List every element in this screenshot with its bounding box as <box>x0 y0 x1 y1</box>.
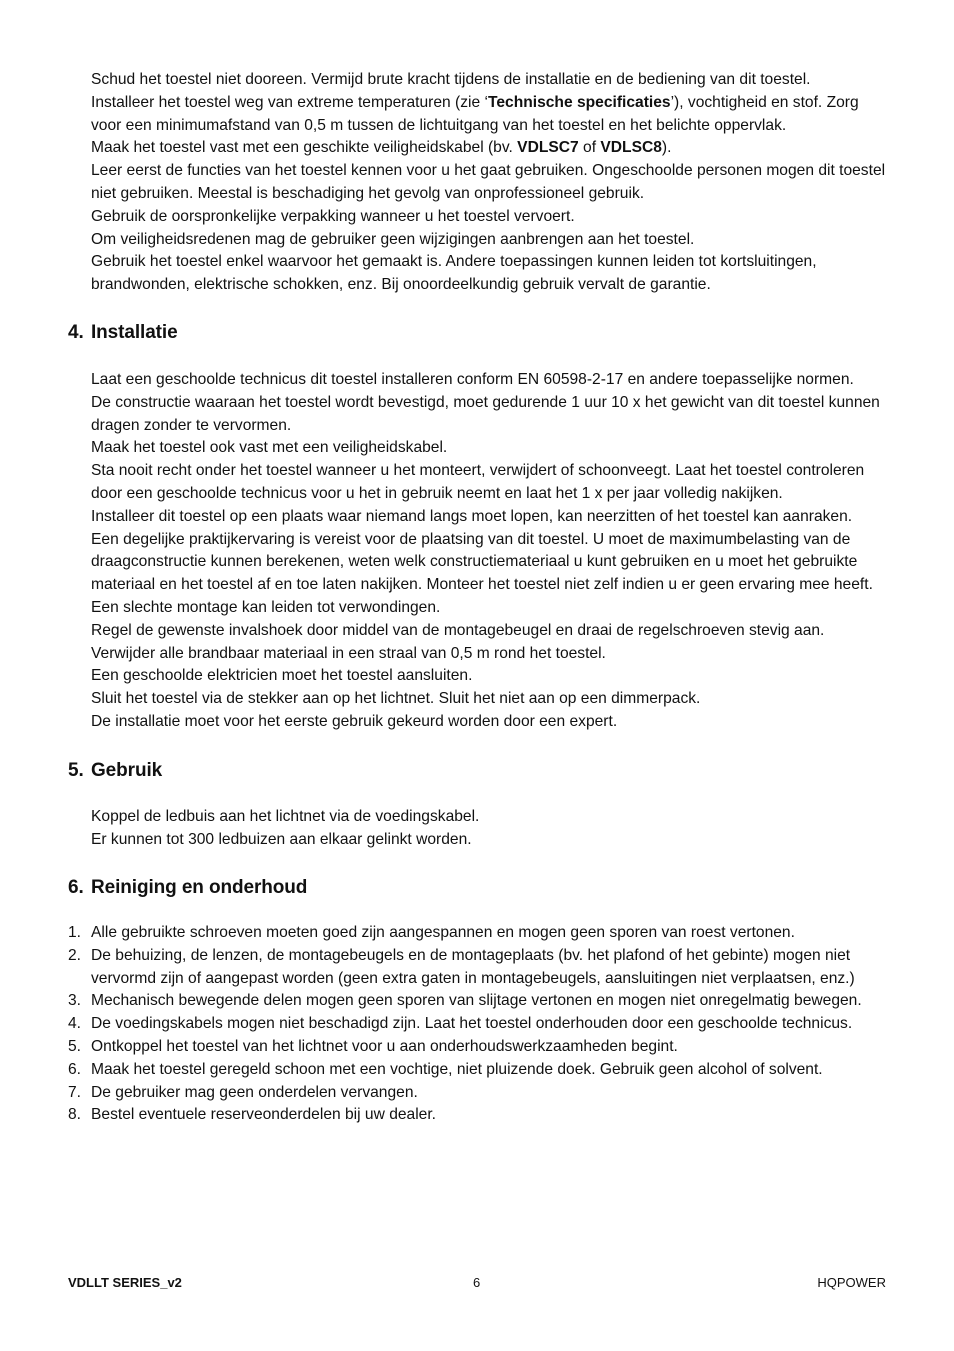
usage-paragraph: Koppel de ledbuis aan het lichtnet via de voedingskabel. <box>91 808 480 825</box>
section-number: 4. <box>68 322 84 343</box>
list-number: 4. <box>68 1015 82 1033</box>
text-run-bold: VDLSC7 <box>517 139 579 157</box>
text-run: Maak het toestel vast met een geschikte veiligheidskabel (bv. <box>91 139 518 157</box>
list-number: 1. <box>68 924 82 941</box>
footer-document-id: VDLLT SERIES_v2 <box>68 1275 182 1290</box>
list-text: De behuizing, de lenzen, de montagebeugels en de montageplaats (bv. het plafond of het gebinte) mogen niet vervormd zijn of aangepast worden (geen extra gaten in montagebeugels, aansluitingen niet verplaatsen, enz.) <box>91 946 855 987</box>
list-text: De gebruiker mag geen onderdelen vervangen. <box>91 1083 418 1101</box>
footer-page-number: 6 <box>473 1275 481 1290</box>
safety-paragraph: Leer eerst de functies van het toestel kennen voor u het gaat gebruiken. Ongeschoolde personen mogen dit toestel niet gebruiken. Meestal is beschadiging het gevolg van onprofessioneel gebruik. <box>91 162 886 202</box>
installation-paragraph: Een degelijke praktijkervaring is vereist voor de plaatsing van dit toestel. U moet de maximumbelasting van de draagconstructie kunnen berekenen, weten welk constructiemateriaal u kunt gebruiken en u moet het gebruikte materiaal en het toestel af en toe laten nakijken. Monteer het toestel niet zelf indien u er geen ervaring mee heeft. Een slechte montage kan leiden tot verwondingen. <box>91 530 873 616</box>
text-run: Installeer het toestel weg van extreme temperaturen (zie ‘ <box>91 93 488 111</box>
section-title: Installatie <box>91 322 178 343</box>
list-item <box>68 922 898 945</box>
installation-paragraph: Sluit het toestel via de stekker aan op het lichtnet. Sluit het niet aan op een dimmerpack. <box>91 690 701 708</box>
section-heading-usage <box>68 759 162 783</box>
installation-paragraph: Installeer dit toestel op een plaats waar niemand langs moet lopen, kan neerzitten of het toestel kan aanraken. <box>91 507 853 525</box>
safety-paragraph <box>91 137 891 160</box>
installation-paragraph: Verwijder alle brandbaar materiaal in een straal van 0,5 m rond het toestel. <box>91 644 606 662</box>
text-run: ). <box>661 139 672 157</box>
installation-paragraph: Laat een geschoolde technicus dit toestel installeren conform EN 60598-2-17 en andere toepasselijke normen. <box>91 371 854 388</box>
list-text: Alle gebruikte schroeven moeten goed zijn aangespannen en mogen geen sporen van roest vertonen. <box>91 924 795 941</box>
safety-instructions <box>91 69 891 297</box>
usage-section <box>91 806 891 852</box>
installation-paragraph: Sta nooit recht onder het toestel wanneer u het monteert, verwijdert of schoonveegt. Laat het toestel controleren door een geschoolde technicus voor u het in gebruik neemt en laat het 1 x per jaar volledig nakijken. <box>91 462 865 502</box>
list-item <box>68 1013 898 1036</box>
safety-paragraph: Schud het toestel niet dooreen. Vermijd brute kracht tijdens de installatie en de bediening van dit toestel. <box>91 71 811 88</box>
list-text: Mechanisch bewegende delen mogen geen sporen van slijtage vertonen en mogen niet onregelmatig bewegen. <box>91 992 862 1010</box>
installation-section <box>91 369 891 734</box>
list-item <box>68 1059 898 1082</box>
section-title: Reiniging en onderhoud <box>91 877 308 898</box>
list-item <box>68 1036 898 1059</box>
page-footer <box>68 1274 886 1292</box>
installation-paragraph: Maak het toestel ook vast met een veiligheidskabel. <box>91 439 448 457</box>
list-number: 7. <box>68 1083 82 1101</box>
safety-paragraph: Gebruik de oorspronkelijke verpakking wanneer u het toestel vervoert. <box>91 207 575 225</box>
list-text: Bestel eventuele reserveonderdelen bij uw dealer. <box>91 1106 437 1124</box>
text-run: ’), vochtigheid en stof. Zorg voor een minimumafstand van 0,5 m tussen de lichtuitgang van het toestel en het belichte oppervlak. <box>91 93 859 134</box>
list-item <box>68 990 898 1013</box>
list-text: Maak het toestel geregeld schoon met een vochtige, niet pluizende doek. Gebruik geen alcohol of solvent. <box>91 1060 823 1078</box>
list-number: 5. <box>68 1037 82 1055</box>
text-run-bold: VDLSC8 <box>600 139 662 157</box>
safety-paragraph: Gebruik het toestel enkel waarvoor het gemaakt is. Andere toepassingen kunnen leiden tot kortsluitingen, brandwonden, elektrische schokken, enz. Bij onoordeelkundig gebruik vervalt de garantie. <box>91 253 817 294</box>
section-number: 6. <box>68 877 84 898</box>
list-text: Ontkoppel het toestel van het lichtnet voor u aan onderhoudswerkzaamheden begint. <box>91 1037 678 1055</box>
list-item <box>68 1082 898 1105</box>
list-number: 8. <box>68 1106 82 1124</box>
list-number: 3. <box>68 992 82 1010</box>
section-heading-maintenance <box>68 876 307 900</box>
usage-paragraph: Er kunnen tot 300 ledbuizen aan elkaar gelinkt worden. <box>91 830 472 848</box>
section-title: Gebruik <box>91 760 163 781</box>
section-heading-installation <box>68 321 178 345</box>
section-number: 5. <box>68 760 84 781</box>
list-text: De voedingskabels mogen niet beschadigd zijn. Laat het toestel onderhouden door een geschoolde technicus. <box>91 1015 853 1033</box>
installation-paragraph: De constructie waaraan het toestel wordt bevestigd, moet gedurende 1 uur 10 x het gewicht van dit toestel kunnen dragen zonder te vervormen. <box>91 393 880 434</box>
maintenance-list <box>68 922 898 1127</box>
list-item <box>68 945 898 991</box>
list-item <box>68 1104 898 1127</box>
installation-paragraph: Een geschoolde elektricien moet het toestel aansluiten. <box>91 667 473 685</box>
safety-paragraph: Om veiligheidsredenen mag de gebruiker geen wijzigingen aanbrengen aan het toestel. <box>91 230 695 248</box>
installation-paragraph: Regel de gewenste invalshoek door middel van de montagebeugel en draai de regelschroeven stevig aan. <box>91 621 825 639</box>
footer-brand: HQPOWER <box>817 1275 886 1290</box>
list-number: 2. <box>68 946 82 964</box>
installation-paragraph: De installatie moet voor het eerste gebruik gekeurd worden door een expert. <box>91 712 618 730</box>
safety-paragraph <box>91 92 891 138</box>
text-run-bold: Technische specificaties <box>487 93 671 111</box>
text-run: of <box>578 139 601 157</box>
list-number: 6. <box>68 1060 82 1078</box>
